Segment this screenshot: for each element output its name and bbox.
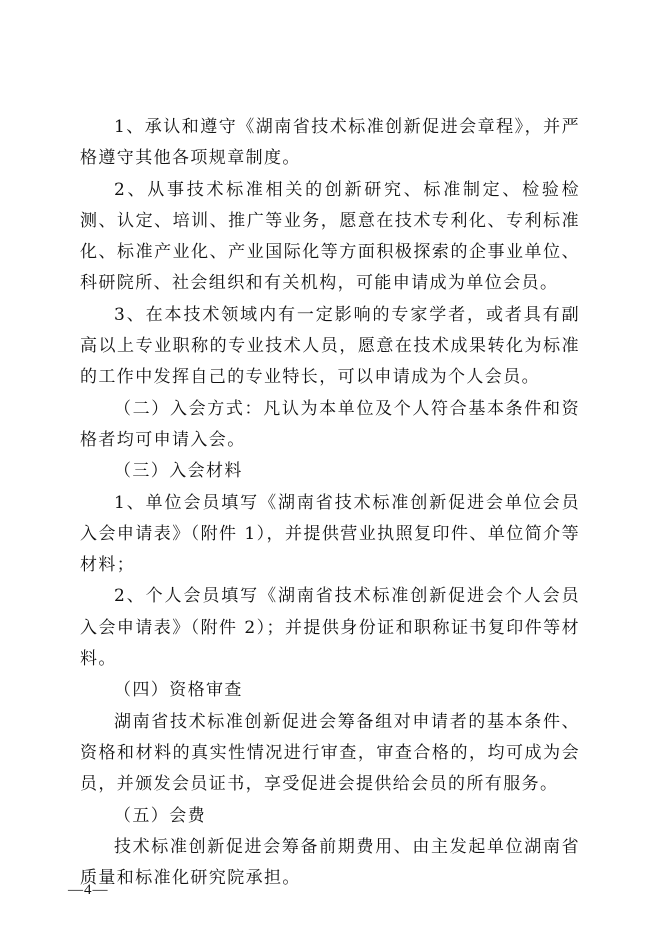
paragraph-materials-individual: 2、个人会员填写《湖南省技术标准创新促进会个人会员入会申请表》（附件 2）；并提供身份证和职称证书复印件等材料。 (80, 586, 580, 670)
paragraph-join-method: （二）入会方式：凡认为本单位及个人符合基本条件和资格者均可申请入会。 (80, 398, 580, 450)
paragraph-condition-3: 3、在本技术领域内有一定影响的专家学者，或者具有副高以上专业职称的专业技术人员，愿意在技术成果转化为标准的工作中发挥自己的专业特长，可以申请成为个人会员。 (80, 304, 580, 388)
paragraph-membership-fee: 技术标准创新促进会筹备前期费用、由主发起单位湖南省质量和标准化研究院承担。 (80, 836, 580, 889)
page-number: —4— (68, 882, 109, 898)
paragraph-condition-1: 1、承认和遵守《湖南省技术标准创新促进会章程》，并严格遵守其他各项规章制度。 (80, 117, 580, 169)
heading-join-materials: （三）入会材料 (114, 461, 243, 482)
paragraph-materials-unit: 1、单位会员填写《湖南省技术标准创新促进会单位会员入会申请表》（附件 1），并提供营业执照复印件、单位简介等材料； (80, 492, 580, 576)
paragraph-condition-2: 2、从事技术标准相关的创新研究、标准制定、检验检测、认定、培训、推广等业务，愿意在技术专利化、专利标准化、标准产业化、产业国际化等方面积极探索的企事业单位、科研院所、社会组织和有关机构，可能申请成为单位会员。 (80, 179, 580, 294)
paragraph-qualification-review: 湖南省技术标准创新促进会筹备组对申请者的基本条件、资格和材料的真实性情况进行审查，审查合格的，均可成为会员，并颁发会员证书，享受促进会提供给会员的所有服务。 (80, 711, 580, 795)
heading-membership-fee: （五）会费 (114, 805, 206, 826)
document-body (80, 112, 580, 894)
heading-qualification-review: （四）资格审查 (114, 680, 243, 701)
